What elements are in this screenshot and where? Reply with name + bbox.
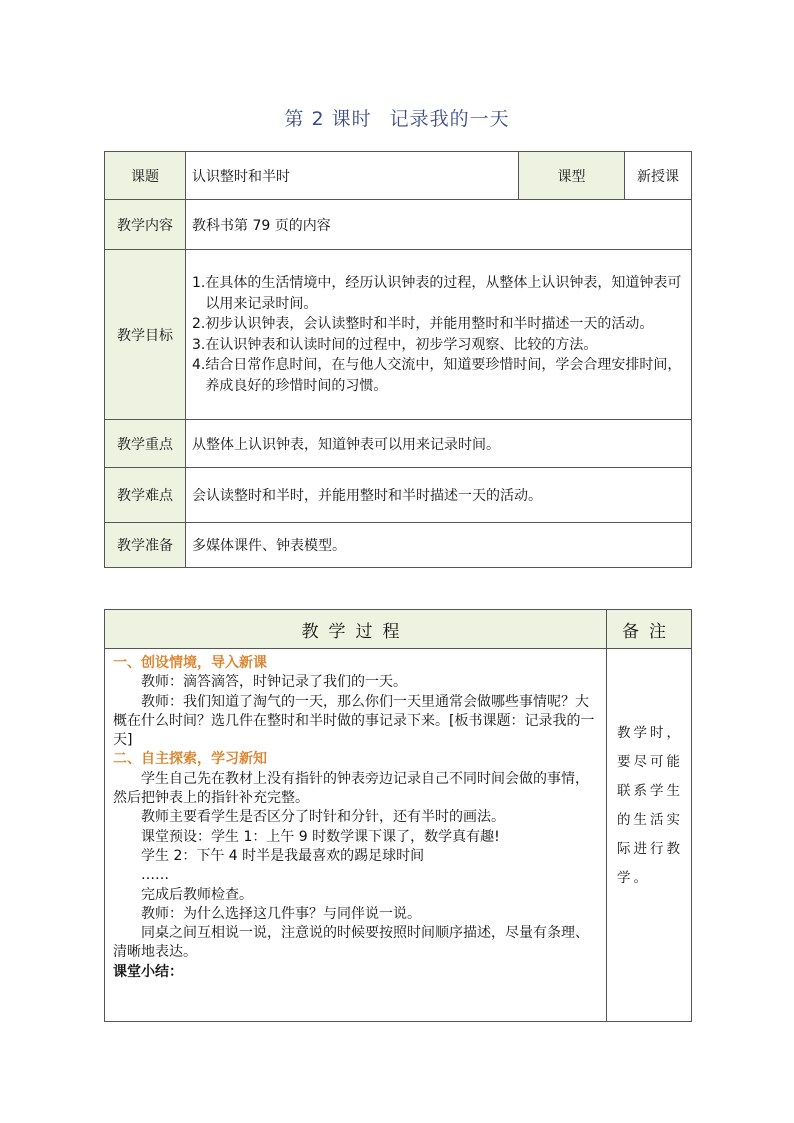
goal-item: 1. 在具体的生活情境中，经历认识钟表的过程，从整体上认识钟表，知道钟表可以用来记录时间。 (192, 275, 682, 312)
goal-item: 2. 初步认识钟表，会认读整时和半时，并能用整时和半时描述一天的活动。 (192, 316, 654, 332)
paragraph: 完成后教师检查。 (141, 886, 253, 903)
key-point-label: 教学重点 (105, 420, 186, 468)
notes-header: 备注 (607, 610, 692, 649)
process-header: 教学过程 (105, 610, 607, 649)
paragraph: 教师：为什么选择这几件事？与同伴说一说。 (141, 905, 421, 922)
goals-list (186, 250, 692, 420)
section-1-title: 一、创设情境，导入新课 (113, 655, 267, 671)
paragraph: 教师：我们知道了淘气的一天，那么你们一天里通常会做哪些事情呢？大概在什么时间？选几件在整时和半时做的事记录下来。[板书课题：记录我的一天] (113, 693, 595, 749)
paragraph: 课堂预设：学生 1：上午 9 时数学课下课了，数学真有趣! (141, 828, 500, 845)
preparation-label: 教学准备 (105, 523, 186, 568)
difficulty-label: 教学难点 (105, 468, 186, 523)
goals-row (105, 250, 692, 420)
process-header-row (105, 610, 692, 649)
paragraph: 学生 2：下午 4 时半是我最喜欢的踢足球时间 (141, 847, 425, 864)
preparation-row (105, 523, 692, 568)
topic-row (105, 152, 692, 200)
type-label: 课型 (519, 152, 625, 200)
preparation-value: 多媒体课件、钟表模型。 (186, 523, 692, 568)
difficulty-value: 会认读整时和半时，并能用整时和半时描述一天的活动。 (186, 468, 692, 523)
page-title (0, 104, 794, 131)
difficulty-row (105, 468, 692, 523)
content-label: 教学内容 (105, 200, 186, 250)
lesson-title: 记录我的一天 (389, 108, 510, 130)
goals-label: 教学目标 (105, 250, 186, 420)
goal-item: 4. 结合日常作息时间，在与他人交流中，知道要珍惜时间，学会合理安排时间，养成良好的珍惜时间的习惯。 (192, 357, 682, 394)
section-2-title: 二、自主探索，学习新知 (113, 751, 267, 768)
paragraph: …… (141, 867, 169, 884)
content-row (105, 200, 692, 250)
paragraph: 教师主要看学生是否区分了时针和分针，还有半时的画法。 (141, 809, 505, 826)
paragraph: 教师：滴答滴答，时钟记录了我们的一天。 (141, 674, 407, 691)
topic-value: 认识整时和半时 (186, 152, 519, 200)
teaching-process-table (104, 609, 692, 1022)
type-value: 新授课 (625, 152, 692, 200)
topic-label: 课题 (105, 152, 186, 200)
summary-label: 课堂小结： (113, 963, 183, 980)
content-value: 教科书第 79 页的内容 (186, 200, 692, 250)
lesson-info-table (104, 151, 692, 568)
process-body-row (105, 649, 692, 1022)
paragraph: 学生自己先在教材上没有指针的钟表旁边记录自己不同时间会做的事情，然后把钟表上的指针补充完整。 (113, 770, 589, 807)
process-content (105, 649, 607, 1022)
lesson-number: 第 2 课时 (284, 108, 372, 130)
goal-item: 3. 在认识钟表和认读时间的过程中，初步学习观察、比较的方法。 (192, 336, 598, 353)
key-point-value: 从整体上认识钟表，知道钟表可以用来记录时间。 (186, 420, 692, 468)
notes-content: 教学时，要尽可能联系学生的生活实际进行教学。 (607, 649, 692, 1022)
key-point-row (105, 420, 692, 468)
paragraph: 同桌之间互相说一说，注意说的时候要按照时间顺序描述，尽量有条理、清晰地表达。 (113, 925, 589, 961)
